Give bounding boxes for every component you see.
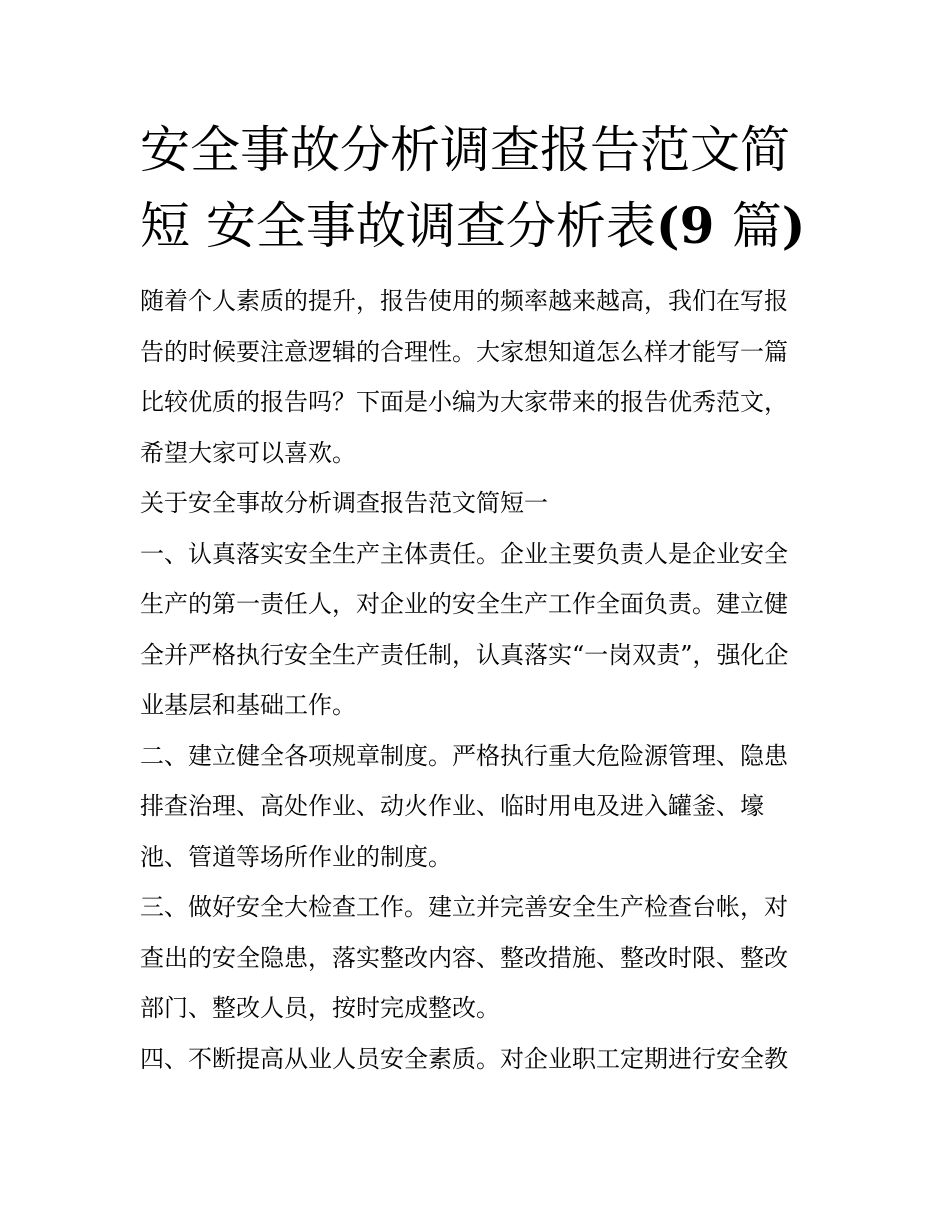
text-line: 排查治理、高处作业、动火作业、临时用电及进入罐釜、壕 [140, 792, 764, 820]
text-line: 告的时候要注意逻辑的合理性。大家想知道怎么样才能写一篇 [140, 337, 788, 366]
text-line: 三、做好安全大检查工作。建立并完善安全生产检查台帐，对 [140, 893, 788, 921]
intro-paragraph [140, 276, 815, 478]
title-line-2-suffix: 篇 [731, 197, 782, 255]
item-paragraph-4 [140, 1034, 815, 1085]
text-line: 部门、整改人员，按时完成整改。 [140, 994, 500, 1022]
document-body [140, 276, 815, 1084]
text-line: 四、不断提高从业人员安全素质。对企业职工定期进行安全教 [140, 1044, 788, 1073]
text-line: 生产的第一责任人，对企业的安全生产工作全面负责。建立健 [140, 590, 788, 618]
item-paragraph-3 [140, 882, 815, 1034]
item-paragraph-2 [140, 731, 815, 883]
text-line: 池、管道等场所作业的制度。 [140, 842, 452, 871]
title-line-2 [140, 188, 815, 264]
text-line: 业基层和基础工作。 [140, 691, 356, 719]
document-title [140, 112, 815, 264]
text-line: 全并严格执行安全生产责任制，认真落实“一岗双责”，强化企 [140, 640, 789, 669]
text-line: 关于安全事故分析调查报告范文简短一 [140, 489, 548, 517]
title-count: (9 [655, 196, 732, 255]
item-paragraph-1 [140, 529, 815, 731]
title-line-2-prefix: 短 安全事故调查分析表 [140, 197, 656, 255]
text-line: 随着个人素质的提升，报告使用的频率越来越高，我们在写报 [140, 287, 788, 315]
text-line: 查出的安全隐患，落实整改内容、整改措施、整改时限、整改 [140, 943, 788, 972]
document-page [140, 112, 815, 1084]
text-line: 一、认真落实安全生产主体责任。企业主要负责人是企业安全 [140, 539, 788, 568]
section-heading [140, 478, 815, 529]
text-line: 比较优质的报告吗？下面是小编为大家带来的报告优秀范文， [140, 388, 788, 416]
text-line: 二、建立健全各项规章制度。严格执行重大危险源管理、隐患 [140, 741, 788, 770]
text-line: 希望大家可以喜欢。 [140, 438, 356, 467]
title-line-1: 安全事故分析调查报告范文简 [140, 121, 790, 179]
title-close-paren: ) [781, 196, 806, 255]
